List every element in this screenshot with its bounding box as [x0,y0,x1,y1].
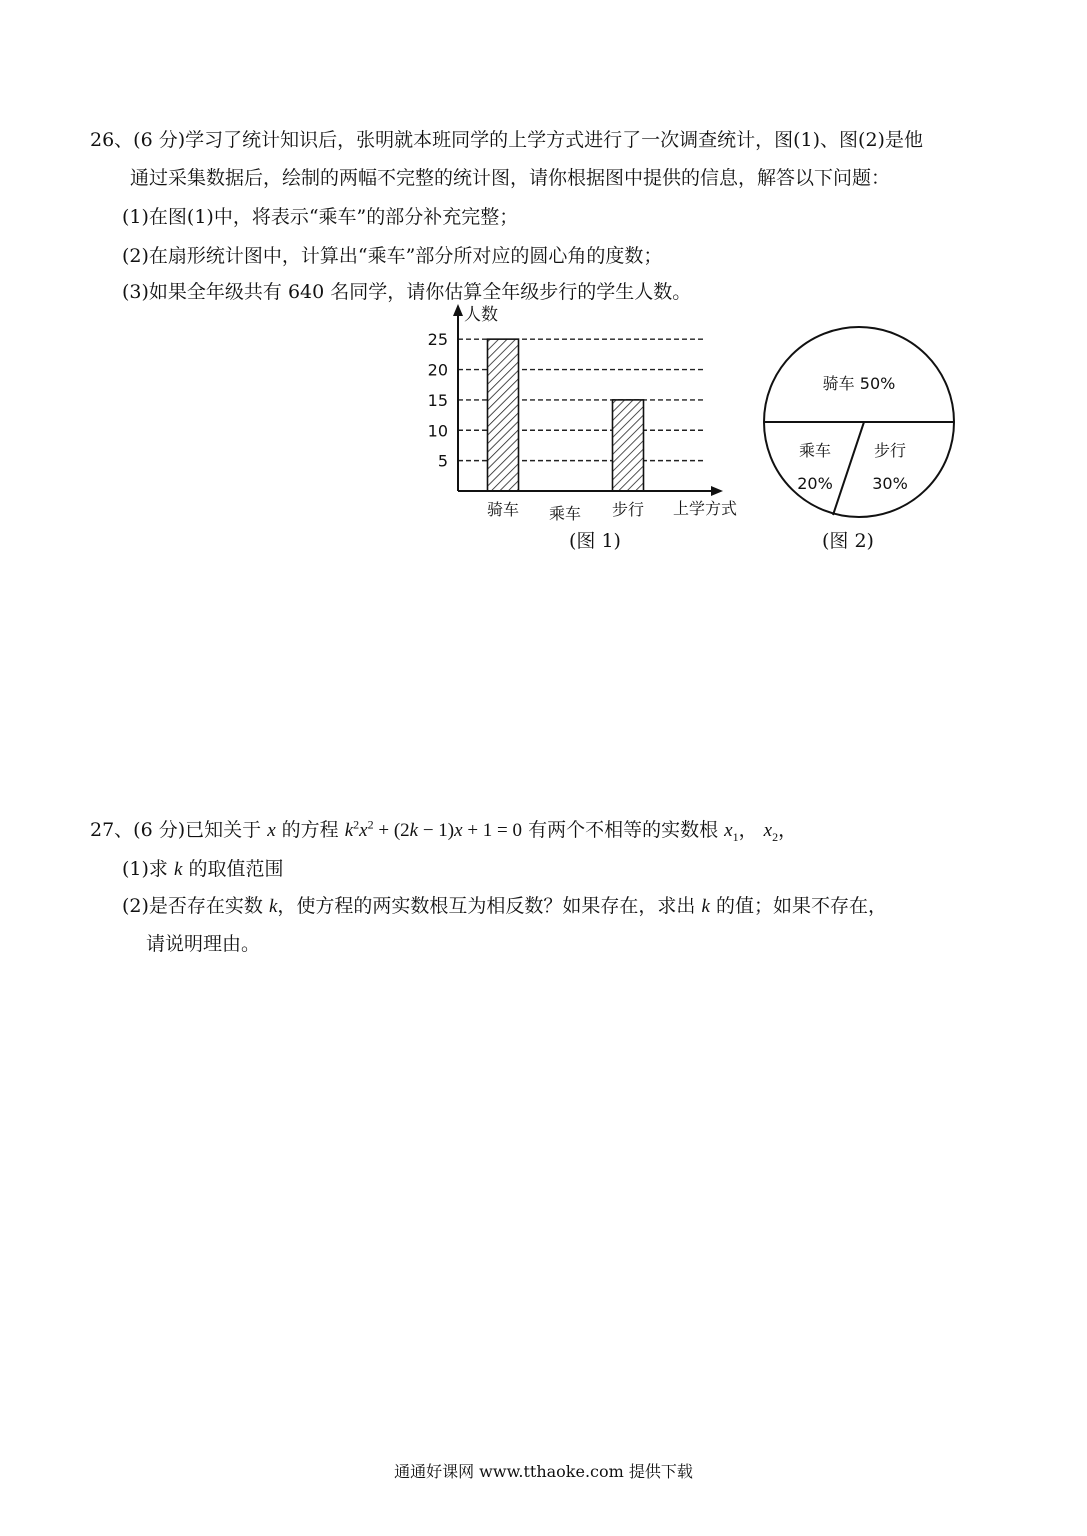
x-tick-label: 骑车 [486,500,520,519]
pie-label-walk-name: 步行 [873,441,907,460]
q27-root-1: $x_1$ [724,820,739,844]
q27-var-x: x [267,820,276,841]
figure-2-caption: (图 2) [822,530,874,552]
q27-equation: $k^2x^2 + (2k - 1)x + 1 = 0$ [344,817,523,841]
q27-separator: ， [738,819,758,841]
y-tick-label: 15 [427,390,448,410]
bar-chart-figure-1 [410,300,760,530]
q26-subquestion-3: (3)如果全年级共有 640 名同学，请你估算全年级步行的学生人数。 [122,281,692,303]
q27-sub1-k: k [173,859,183,880]
y-tick-label: 5 [437,451,448,471]
q27-sub2-k2: k [701,896,710,917]
y-tick-labels [428,330,448,470]
pie-label-bus-value: 20% [797,474,833,493]
pie-chart-figure-2 [755,322,965,527]
q27-subquestion-2-line2: 请说明理由。 [146,933,261,955]
y-tick-label: 25 [427,330,448,350]
x-axis-label: 上学方式 [673,499,738,518]
q27-prefix: 27、(6 分)已知关于 [90,819,262,841]
pie-label-walk-value: 30% [872,474,908,493]
x-tick-label: 步行 [611,500,645,519]
x-tick-label: 乘车 [548,504,582,523]
q27-root-2: $x_2$ [763,820,779,844]
q26-line1: 26、(6 分)学习了统计知识后，张明就本班同学的上学方式进行了一次调查统计，图(1)、图(2)是他 [90,129,923,151]
pie-label-riding: 骑车 50% [822,374,896,393]
figure-1-caption: (图 1) [569,530,621,552]
y-tick-label: 10 [427,421,448,441]
q27-subquestion-2: (2)是否存在实数 k，使方程的两实数根互为相反数？如果存在，求出 k 的值；如果不存在， [122,895,887,917]
q27-tail: ， [778,819,798,841]
q27-mid2: 有两个不相等的实数根 [528,819,719,841]
q27-line1 [90,818,797,843]
q26-subquestion-1: (1)在图(1)中，将表示“乘车”的部分补充完整； [122,206,519,228]
q27-mid1: 的方程 [281,819,339,841]
bar-2 [613,400,644,491]
page-footer: 通通好课网 www.tthaoke.com 提供下载 [394,1462,693,1481]
pie-chart-svg [755,322,965,527]
x-tick-labels [487,500,644,523]
q26-subquestion-2: (2)在扇形统计图中，计算出“乘车”部分所对应的圆心角的度数； [122,245,663,267]
q27-subquestion-1: (1)求 k 的取值范围 [122,858,284,880]
q26-line2: 通过采集数据后，绘制的两幅不完整的统计图，请你根据图中提供的信息，解答以下问题： [130,167,891,189]
bar-series-group [488,339,644,491]
x-axis-arrow [711,486,723,496]
bar-chart-svg [410,300,760,530]
y-tick-label: 20 [427,360,448,380]
y-axis-label: 人数 [464,305,498,325]
q27-sub2-k: k [268,896,278,917]
bar-0 [488,339,519,491]
y-axis-arrow [453,304,463,316]
pie-label-bus-name: 乘车 [798,441,832,460]
